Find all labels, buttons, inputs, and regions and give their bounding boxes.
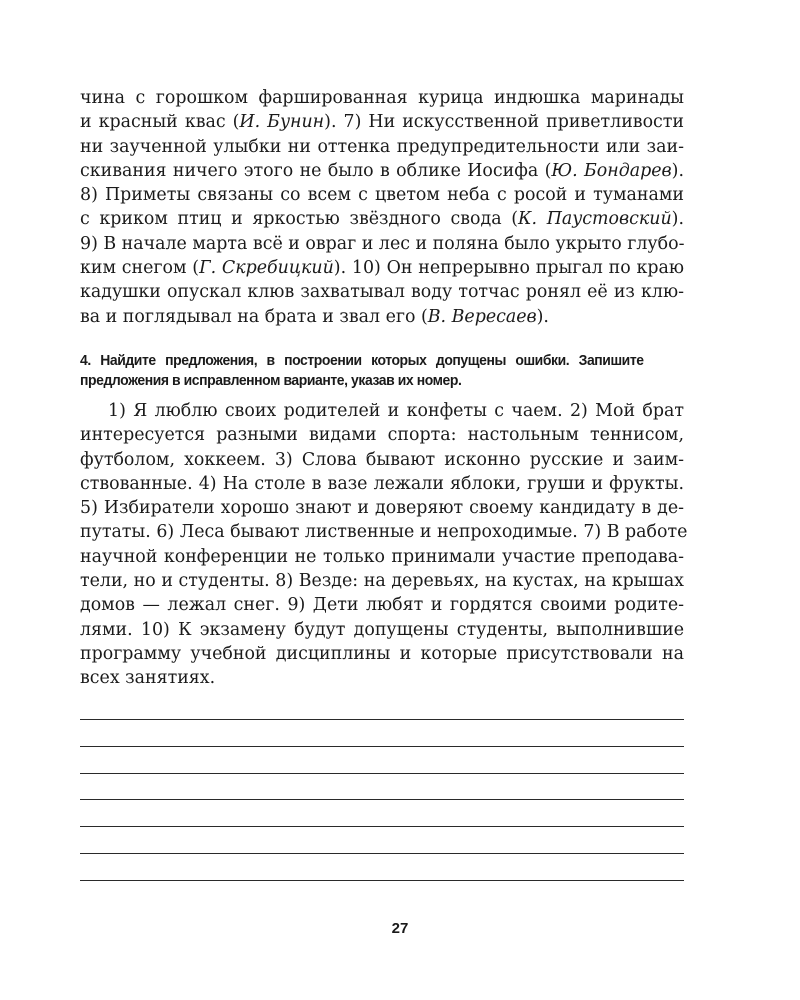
text-line (80, 86, 684, 110)
text-line (80, 135, 684, 159)
text-segment: кадушки опускал клюв захватывал воду тотчас ронял её из клю- (80, 282, 684, 303)
answer-writing-line[interactable] (80, 719, 684, 720)
text-line (80, 159, 684, 183)
answer-writing-line[interactable] (80, 746, 684, 747)
text-segment: ким снегом ( (80, 258, 200, 279)
text-segment: 8) Приметы связаны со всем с цветом неба с росой и туманами (80, 185, 684, 206)
sentence-line: тели, но и студенты. 8) Везде: на деревьях, на кустах, на крышах (80, 571, 684, 592)
text-line (80, 207, 684, 231)
text-segment: чина с горошком фаршированная курица индюшка маринады (80, 88, 684, 108)
text-segment: ). 7) Ни искусственной приветливости (324, 112, 684, 133)
text-line (80, 305, 684, 329)
text-segment: с криком птиц и яркостью звёздного свода ( (80, 209, 519, 230)
text-segment: ). (671, 160, 684, 181)
text-segment: скивания ничего этого не было в облике Иосифа ( (80, 160, 552, 181)
author-name: Г. Скребицкий (199, 258, 334, 279)
sentence-line: домов — лежал снег. 9) Дети любят и гордятся своими родите- (80, 595, 684, 616)
author-name: В. Вересаев (427, 306, 537, 327)
exercise-4-sentences (80, 399, 688, 691)
text-line (80, 232, 684, 256)
author-name: Ю. Бондарев (551, 160, 672, 181)
author-name: К. Паустовский (518, 209, 672, 230)
previous-exercise-text (80, 86, 684, 329)
text-line (80, 280, 684, 304)
heading-line: предложения в исправленном варианте, указав их номер. (80, 372, 462, 389)
text-line (80, 110, 684, 134)
sentence-line: всех занятиях. (80, 668, 216, 689)
answer-writing-line[interactable] (80, 773, 684, 774)
sentence-line: 1) Я люблю своих родителей и конфеты с чаем. 2) Мой брат (108, 401, 684, 421)
text-segment: ). (536, 306, 549, 327)
text-line (80, 183, 684, 207)
answer-writing-line[interactable] (80, 853, 684, 854)
heading-line: 4. Найдите предложения, в построении которых допущены ошибки. Запишите (80, 352, 644, 369)
exercise-4-task-heading (80, 351, 644, 391)
text-segment: и красный квас ( (80, 112, 240, 133)
text-segment: ва и поглядывал на брата и звал его ( (80, 306, 428, 327)
answer-writing-line[interactable] (80, 880, 684, 881)
sentence-line: путаты. 6) Леса бывают лиственные и непроходимые. 7) В работе (80, 522, 688, 543)
sentence-line: ствованные. 4) На столе в вазе лежали яблоки, груши и фрукты. (80, 473, 684, 494)
sentence-line: научной конференции не только принимали участие преподава- (80, 546, 684, 567)
author-name: И. Бунин (239, 112, 325, 133)
page-number: 27 (391, 920, 409, 937)
text-segment: 9) В начале марта всё и овраг и лес и поляна было укрыто глубо- (80, 233, 685, 254)
sentence-line: интересуется разными видами спорта: настольным теннисом, (80, 425, 684, 446)
text-segment: ни заученной улыбки ни оттенка предупредительности или заи- (80, 136, 684, 157)
text-segment: ). (671, 209, 684, 230)
answer-writing-line[interactable] (80, 799, 684, 800)
text-line (80, 256, 684, 280)
sentence-line: 5) Избиратели хорошо знают и доверяют своему кандидату в де- (80, 498, 684, 519)
sentence-line: лями. 10) К экзамену будут допущены студенты, выполнившие (80, 619, 684, 640)
text-segment: ). 10) Он непрерывно прыгал по краю (333, 258, 684, 279)
sentence-line: футболом, хоккеем. 3) Слова бывают исконно русские и заим- (80, 449, 684, 470)
answer-writing-line[interactable] (80, 826, 684, 827)
sentence-line: программу учебной дисциплины и которые присутствовали на (80, 643, 684, 664)
